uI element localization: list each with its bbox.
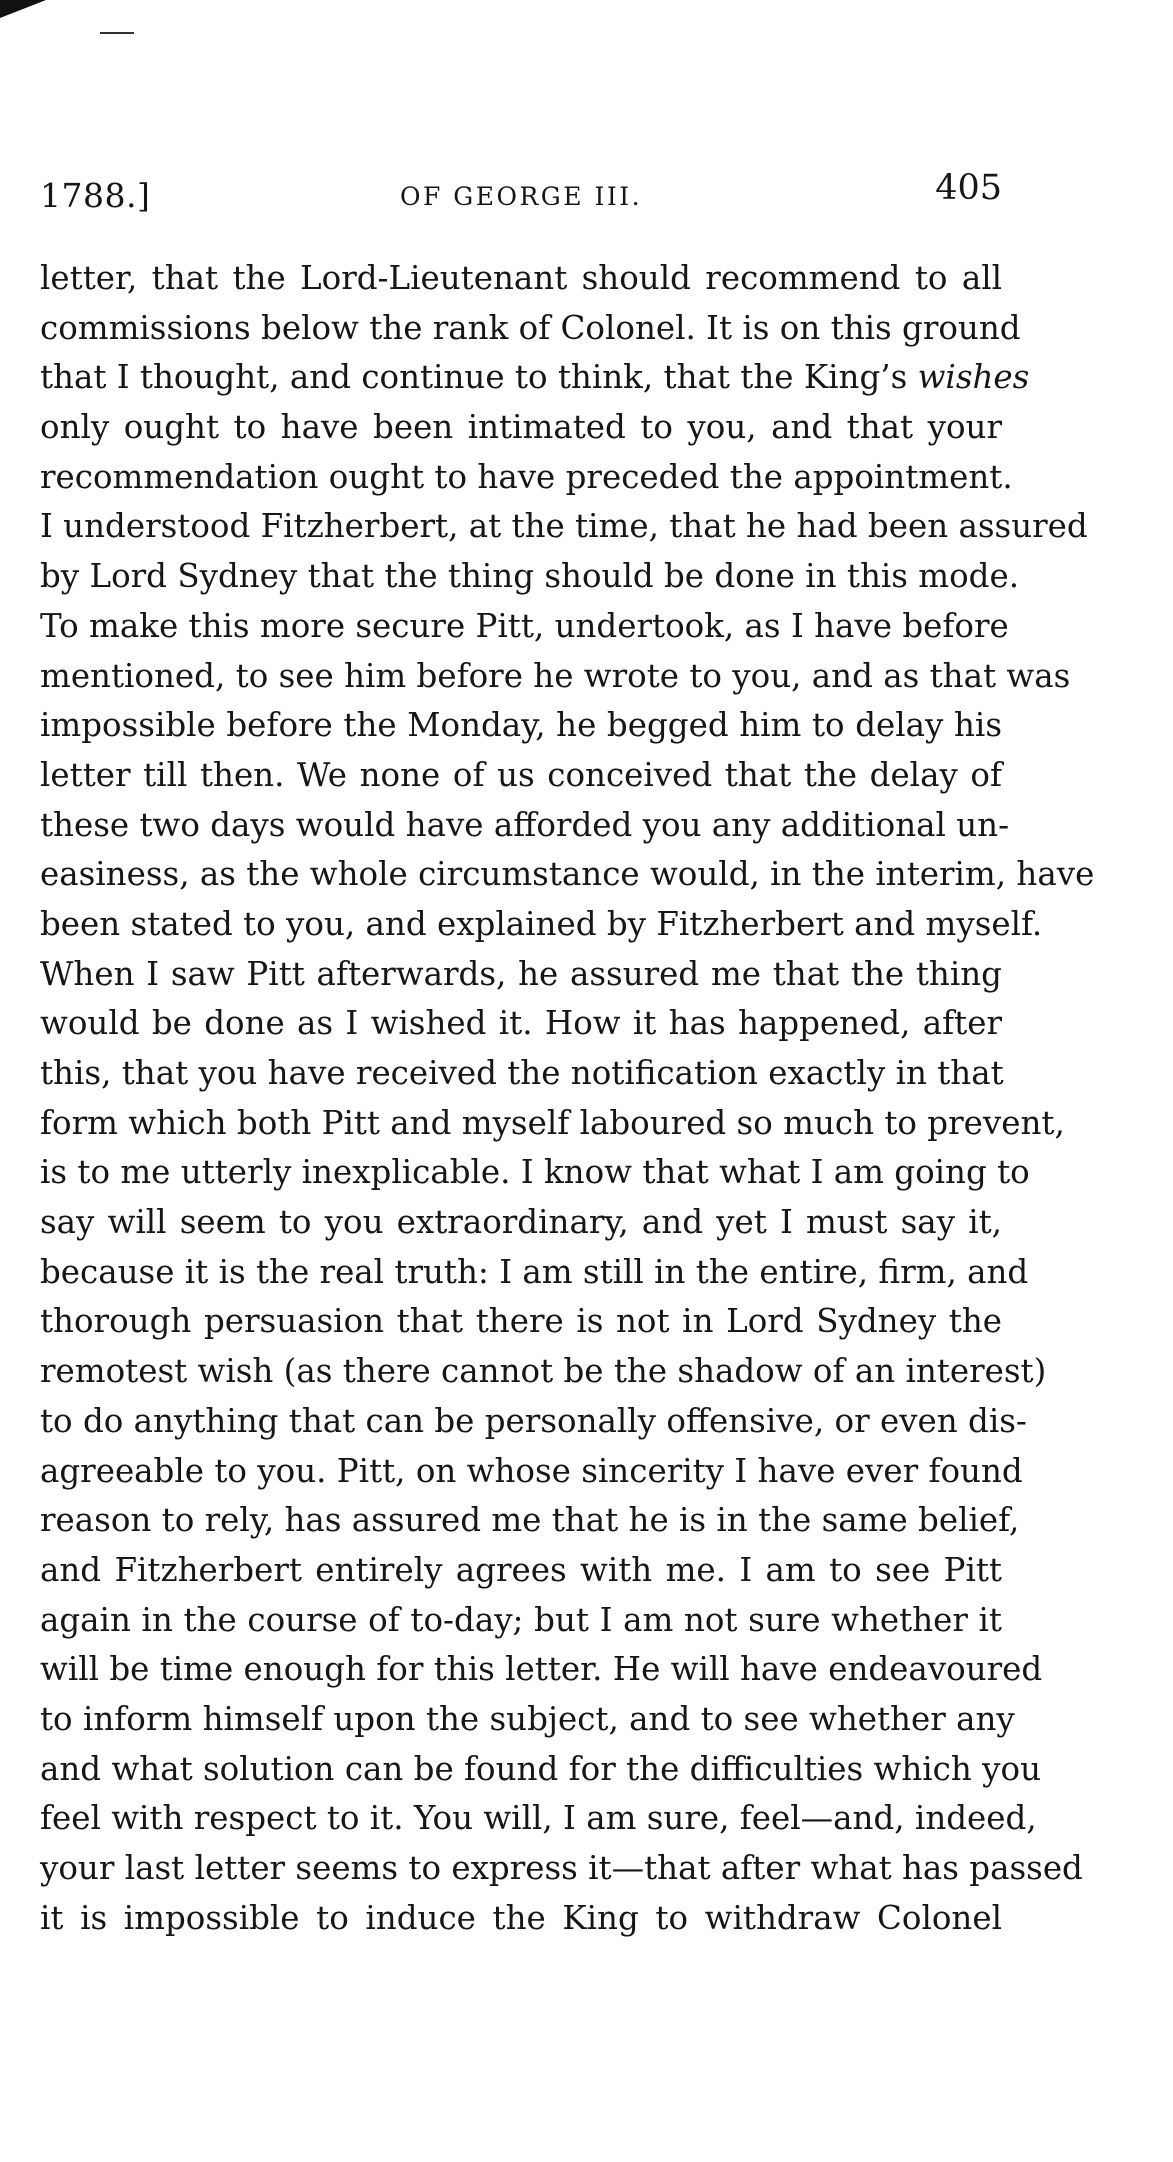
- text-line: mentioned, to see him before he wrote to you, and as that was: [40, 656, 1071, 695]
- text-line: this, that you have received the notification exactly in that: [40, 1054, 1004, 1092]
- text-line: form which both Pitt and myself laboured so much to prevent,: [40, 1103, 1065, 1142]
- text-line: these two days would have afforded you any additional un-: [40, 805, 1010, 844]
- text-line: I understood Fitzherbert, at the time, that he had been assured: [40, 507, 1088, 546]
- text-line: letter till then. We none of us conceived that the delay of: [40, 755, 1002, 794]
- text-line: because it is the real truth: I am still in the entire, firm, and: [40, 1252, 1029, 1291]
- body-text: [40, 254, 1095, 1943]
- text-line: letter, that the Lord-Lieutenant should recommend to all: [40, 259, 1002, 297]
- text-line: agreeable to you. Pitt, on whose sincerity I have ever found: [40, 1451, 1023, 1490]
- text-line: been stated to you, and explained by Fitzherbert and myself.: [40, 904, 1043, 943]
- text-line: to inform himself upon the subject, and to see whether any: [40, 1699, 1015, 1738]
- year-mark: 1788.]: [40, 176, 151, 215]
- text-line: recommendation ought to have preceded the appointment.: [40, 457, 1013, 496]
- emphasized-word: wishes: [917, 358, 1030, 397]
- scan-dash-mark: [100, 32, 134, 34]
- text-line: thorough persuasion that there is not in Lord Sydney the: [40, 1302, 1002, 1341]
- scan-corner-mark: [0, 0, 46, 18]
- text-line: and Fitzherbert entirely agrees with me. I am to see Pitt: [40, 1550, 1002, 1589]
- text-line: feel with respect to it. You will, I am sure, feel—and, indeed,: [40, 1799, 1037, 1838]
- text-line: by Lord Sydney that the thing should be done in this mode.: [40, 557, 1020, 596]
- text-line: again in the course of to-day; but I am not sure whether it: [40, 1600, 1002, 1639]
- text-line: only ought to have been intimated to you, and that your: [40, 408, 1002, 447]
- text-line: and what solution can be found for the difficulties which you: [40, 1749, 1042, 1788]
- text-line: your last letter seems to express it—that after what has passed: [40, 1849, 1083, 1887]
- text-line: When I saw Pitt afterwards, he assured me that the thing: [40, 954, 1002, 993]
- text-line: it is impossible to induce the King to withdraw Colonel: [40, 1898, 1002, 1937]
- text-line: to do anything that can be personally offensive, or even dis-: [40, 1401, 1027, 1440]
- text-line: easiness, as the whole circumstance would, in the interim, have: [40, 855, 1095, 894]
- running-head: [40, 168, 1002, 218]
- text-line: [40, 353, 1030, 403]
- running-title: OF GEORGE III.: [399, 182, 643, 211]
- page-number: 405: [935, 168, 1002, 208]
- text-line: impossible before the Monday, he begged him to delay his: [40, 706, 1002, 745]
- text-line: remotest wish (as there cannot be the shadow of an interest): [40, 1352, 1047, 1391]
- text-line: will be time enough for this letter. He will have endeavoured: [40, 1650, 1043, 1689]
- text-line: commissions below the rank of Colonel. It is on this ground: [40, 308, 1021, 347]
- text-line: say will seem to you extraordinary, and yet I must say it,: [40, 1203, 1002, 1242]
- text-line: reason to rely, has assured me that he is in the same belief,: [40, 1501, 1020, 1540]
- text-line: To make this more secure Pitt, undertook, as I have before: [40, 606, 1009, 645]
- text-segment: that I thought, and continue to think, that the King’s: [40, 358, 918, 397]
- text-line: is to me utterly inexplicable. I know that what I am going to: [40, 1153, 1030, 1192]
- text-line: would be done as I wished it. How it has happened, after: [40, 1004, 1002, 1043]
